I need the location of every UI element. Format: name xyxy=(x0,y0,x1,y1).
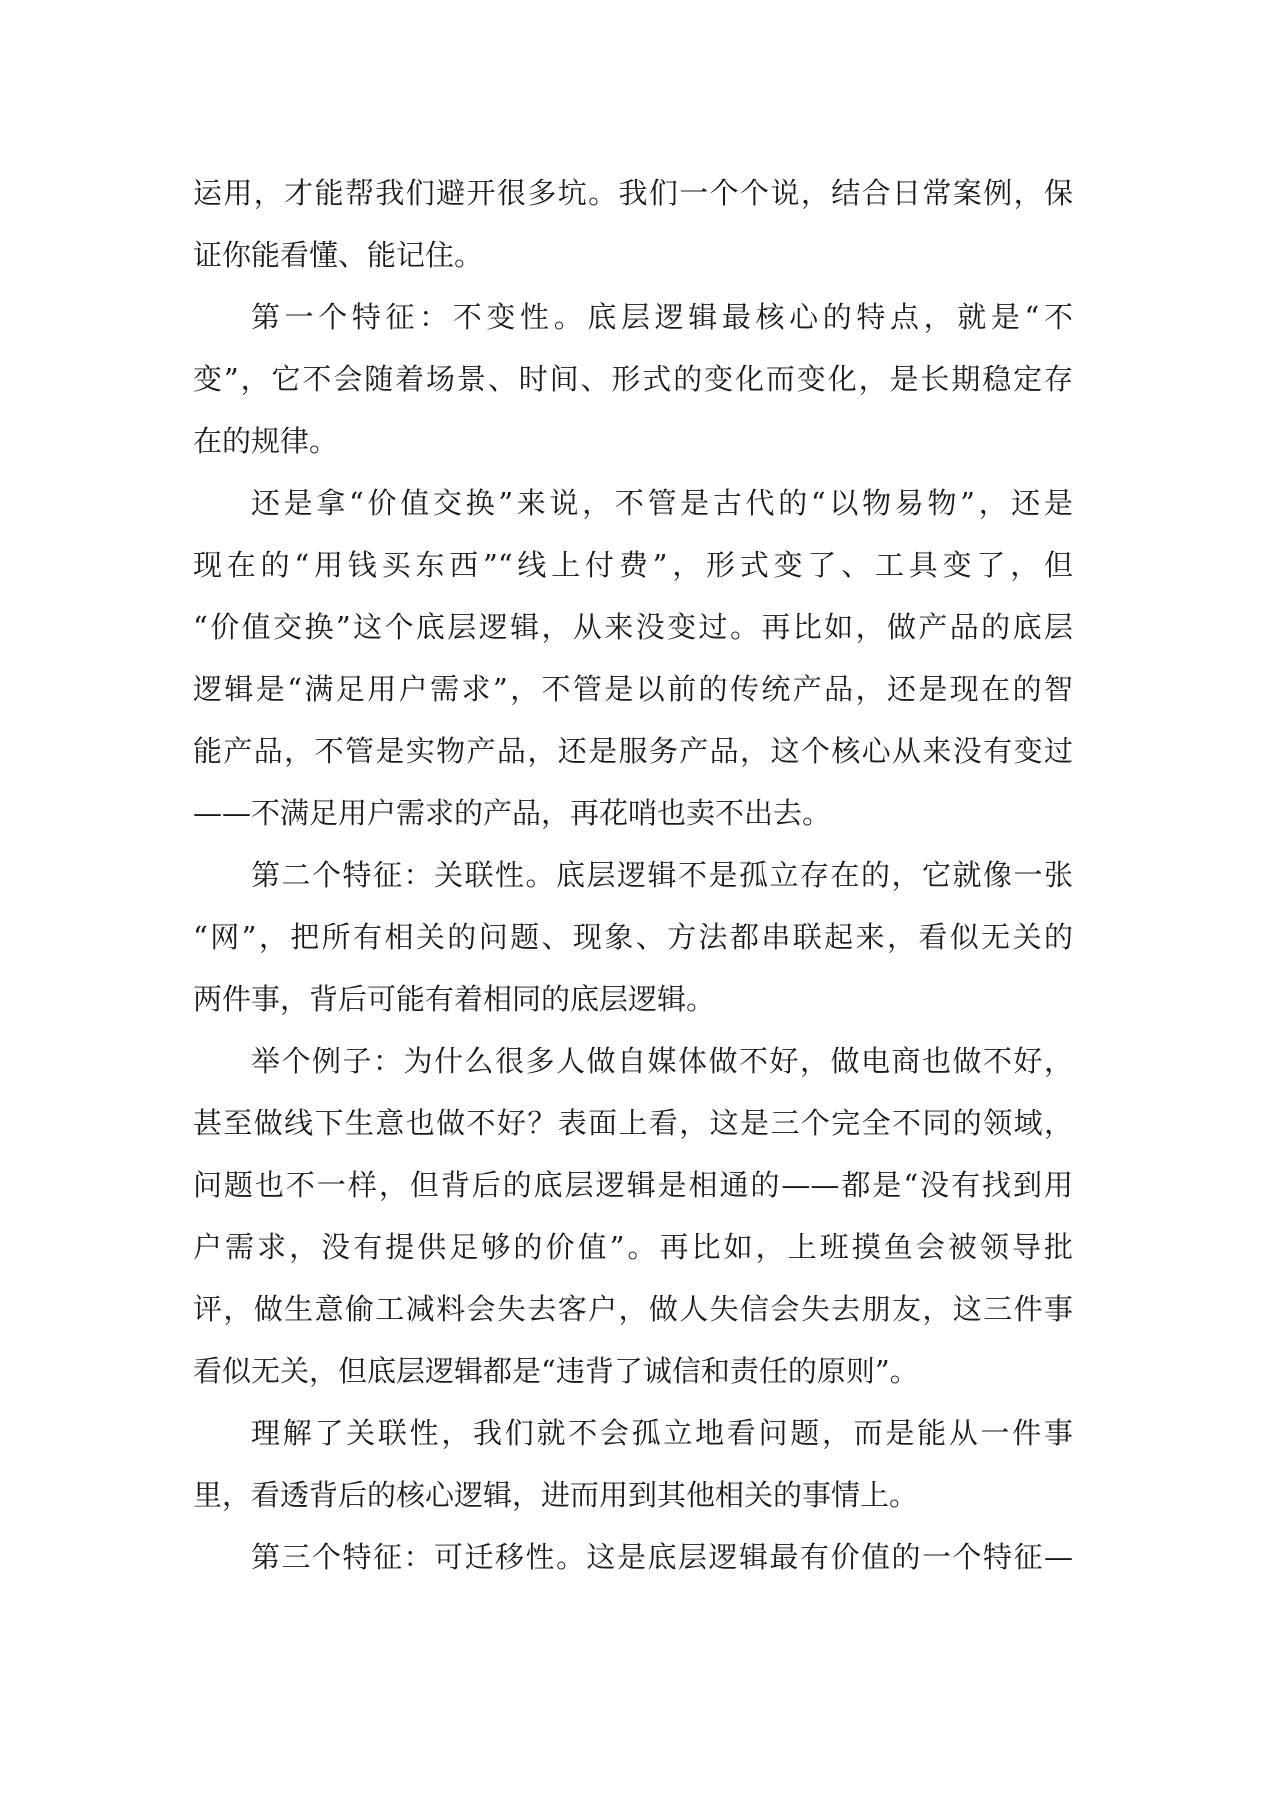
text-line: 举个例子：为什么很多人做自媒体做不好，做电商也做不好， xyxy=(251,1044,1073,1078)
text-line: 运用，才能帮我们避开很多坑。我们一个个说，结合日常案例，保 xyxy=(193,176,1073,210)
text-line: 能产品，不管是实物产品，还是服务产品，这个核心从来没有变过 xyxy=(193,734,1073,768)
text-line: “网”，把所有相关的问题、现象、方法都串联起来，看似无关的 xyxy=(193,920,1073,954)
text-line: 理解了关联性，我们就不会孤立地看问题，而是能从一件事 xyxy=(251,1416,1073,1450)
text-line: 还是拿“价值交换”来说，不管是古代的“以物易物”，还是 xyxy=(251,486,1073,520)
text-line: ——不满足用户需求的产品，再花哨也卖不出去。 xyxy=(193,796,832,830)
text-line: 两件事，背后可能有着相同的底层逻辑。 xyxy=(193,982,716,1016)
document-body xyxy=(193,162,1073,1588)
text-line: 评，做生意偷工减料会失去客户，做人失信会失去朋友，这三件事 xyxy=(193,1292,1073,1326)
text-line: 第一个特征：不变性。底层逻辑最核心的特点，就是“不 xyxy=(251,300,1073,334)
text-line: 甚至做线下生意也做不好？表面上看，这是三个完全不同的领域， xyxy=(193,1106,1073,1140)
text-line: 在的规律。 xyxy=(193,424,339,458)
text-line: 里，看透背后的核心逻辑，进而用到其他相关的事情上。 xyxy=(193,1478,919,1512)
text-line: 变”，它不会随着场景、时间、形式的变化而变化，是长期稳定存 xyxy=(193,362,1073,396)
text-line: “价值交换”这个底层逻辑，从来没变过。再比如，做产品的底层 xyxy=(193,610,1073,644)
text-line: 第二个特征：关联性。底层逻辑不是孤立存在的，它就像一张 xyxy=(251,858,1073,892)
text-line: 第三个特征：可迁移性。这是底层逻辑最有价值的一个特征— xyxy=(251,1540,1073,1574)
text-line: 看似无关，但底层逻辑都是“违背了诚信和责任的原则”。 xyxy=(193,1354,919,1388)
text-line: 现在的“用钱买东西”“线上付费”，形式变了、工具变了，但 xyxy=(193,548,1073,582)
text-line: 户需求，没有提供足够的价值”。再比如，上班摸鱼会被领导批 xyxy=(193,1230,1073,1264)
text-line: 证你能看懂、能记住。 xyxy=(193,238,484,272)
text-line: 逻辑是“满足用户需求”，不管是以前的传统产品，还是现在的智 xyxy=(193,672,1073,706)
text-line: 问题也不一样，但背后的底层逻辑是相通的——都是“没有找到用 xyxy=(193,1168,1073,1202)
